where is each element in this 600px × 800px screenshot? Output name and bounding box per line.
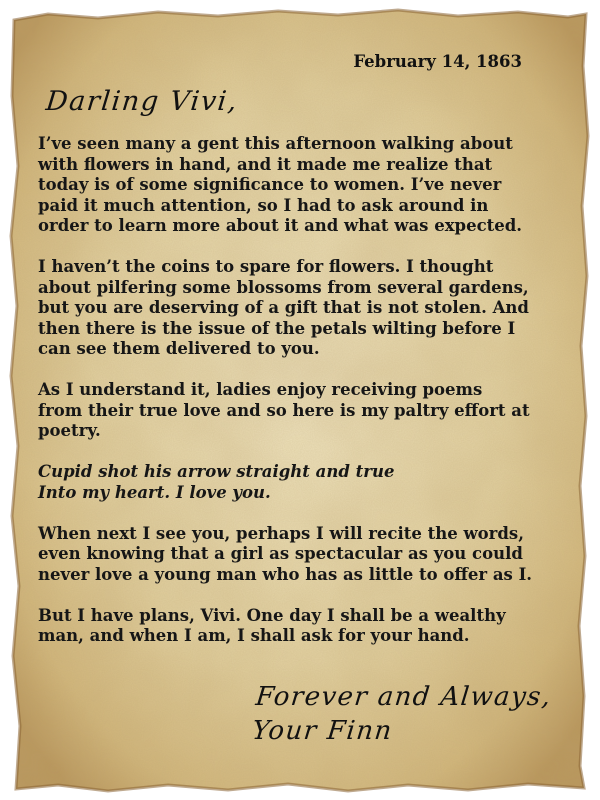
closing-block [250,680,553,748]
text-line: never love a young man who has as little to offer as I. [38,564,533,584]
text-line: I’ve seen many a gent this afternoon walking about [38,134,513,153]
closing-line: Forever and Always, [254,682,554,712]
text-line: When next I see you, perhaps I will recite the words, [38,523,524,543]
text-line: with flowers in hand, and it made me realize that [38,154,493,174]
poem-line: Cupid shot his arrow straight and true [38,462,395,481]
text-line: can see them delivered to you. [38,339,320,358]
text-line: order to learn more about it and what was expected. [38,216,523,235]
text-line: paid it much attention, so I had to ask around in [38,195,489,215]
text-line: man, and when I am, I shall ask for your hand. [38,626,470,645]
text-line: poetry. [38,421,101,440]
letter-date: February 14, 1863 [353,52,522,71]
text-line: But I have plans, Vivi. One day I shall be a wealthy [38,605,506,625]
poem [38,462,583,503]
text-line: about pilfering some blossoms from several gardens, [38,277,529,297]
text-line: then there is the issue of the petals wilting before I [38,318,516,338]
paragraph [38,380,583,442]
text-line: but you are deserving of a gift that is not stolen. And [38,298,529,317]
text-line: As I understand it, ladies enjoy receiving poems [38,380,483,399]
paragraph [38,606,583,647]
paragraph [38,524,583,586]
parchment-paper [8,6,592,794]
text-line: today is of some significance to women. I’ve never [38,175,502,194]
letter-body [38,134,583,667]
text-line: I haven’t the coins to spare for flowers. I thought [38,257,494,276]
text-line: from their true love and so here is my paltry effort at [38,400,530,420]
poem-line: Into my heart. I love you. [38,482,271,502]
paragraph [38,134,583,237]
signature: Your Finn [250,716,395,746]
salutation: Darling Vivi, [44,86,240,117]
paragraph [38,257,583,360]
text-line: even knowing that a girl as spectacular as you could [38,544,523,563]
